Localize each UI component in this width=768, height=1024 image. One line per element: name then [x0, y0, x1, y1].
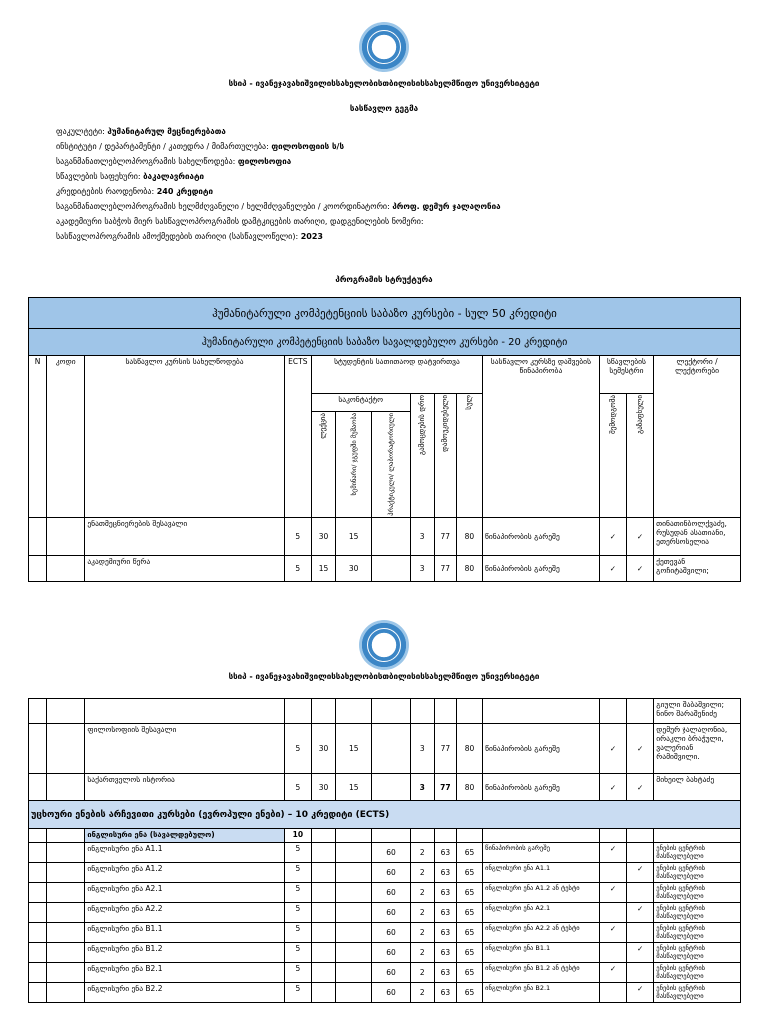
table-row: საქართველოს ისტორია 5 30 15 3 77 80 წინაპირობის გარეშე ✓ ✓ მიხეილ ბახტაძე	[29, 774, 741, 801]
header-prereq: სასწავლო კურსზე დაშვების წინაპირობა	[483, 356, 600, 518]
meta-line: ინსტიტუტი / დეპარტამენტი / კათედრა / მიმართულება: ფილოსოფიის ს/ს	[56, 142, 345, 151]
structure-title: პროგრამის სტრუქტურა	[335, 275, 433, 284]
table-row: ენათმეცნიერების შესავალი 5 30 15 3 77 80 წინაპირობის გარეშე ✓ ✓ თინათინბოლქვაძე, რუსუდან ასათიანი, ეთერსოსელია	[29, 517, 741, 555]
header-workload: სტუდენტის სათითაოდ დატვირთვა	[311, 356, 482, 394]
meta-line: საგანმანათლებლოპროგრამის ხელმძღვანელი / ხელმძღვანელები / კოორდინატორი: პროფ. დემურ ჯალაღონია	[56, 202, 501, 211]
university-logo-page2	[359, 620, 409, 670]
header-seminar: სემინარი/ ჯგუფში მუშაობა	[349, 413, 358, 496]
band-humanities-mandatory: ჰუმანიტარული კომპეტენციის საბაზო სავალდებულო კურსები - 20 კრედიტი	[29, 329, 741, 356]
table-row: აკადემიური წერა 5 15 30 3 77 80 წინაპირობის გარეშე ✓ ✓ ქეთევან გოჩიტაშვილი;	[29, 555, 741, 581]
header-lecture: ლექცია	[319, 413, 328, 439]
table-row: ინგლისური ენა A2.2 5 60 2 63 65 ინგლისური ენა A2.1 ✓ ენების ცენტრის მასწავლებელი	[29, 903, 741, 923]
table-row: ინგლისური ენა (სავალდებულო) 10	[29, 829, 741, 843]
section-foreign-languages: უცხოური ენების არჩევითი კურსები (ევროპული ენები) – 10 კრედიტი (ECTS)	[29, 801, 741, 829]
table-row: ინგლისური ენა B1.2 5 60 2 63 65 ინგლისური ენა B1.1 ✓ ენების ცენტრის მასწავლებელი	[29, 943, 741, 963]
header-n: N	[29, 356, 47, 518]
meta-line: საგანმანათლებლოპროგრამის სახელწოდება: ფილოსოფია	[56, 157, 292, 166]
header-contact: საკონტაქტო	[311, 394, 410, 412]
university-logo	[359, 22, 409, 72]
header-independent: დამოუკიდებელი	[441, 395, 450, 452]
table-row: ინგლისური ენა B2.1 5 60 2 63 65 ინგლისური ენა B1.2 ან ტესტი ✓ ენების ცენტრის მასწავლებელი	[29, 963, 741, 983]
meta-line: სწავლების საფეხური: ბაკალავრიატი	[56, 172, 205, 181]
meta-line: კრედიტების რაოდენობა: 240 კრედიტი	[56, 187, 213, 196]
header-spring: გაზაფხული	[636, 395, 645, 434]
table-row: ინგლისური ენა B2.2 5 60 2 63 65 ინგლისური ენა B2.1 ✓ ენების ცენტრის მასწავლებელი	[29, 983, 741, 1003]
header-code: კოდი	[47, 356, 85, 518]
header-semester: სწავლების სემესტრი	[599, 356, 653, 394]
table-row: ინგლისური ენა A2.1 5 60 2 63 65 ინგლისური ენა A1.2 ან ტესტი ✓ ენების ცენტრის მასწავლებელი	[29, 883, 741, 903]
header-exam: გამოცდების დრო	[418, 395, 427, 455]
meta-line: სასწავლოპროგრამის ამოქმედების თარიღი (სასწავლოწელი): 2023	[56, 232, 323, 241]
header-autumn: შემოდგომა	[608, 395, 617, 434]
table-row: ინგლისური ენა B1.1 5 60 2 63 65 ინგლისური ენა A2.2 ან ტესტი ✓ ენების ცენტრის მასწავლებელი	[29, 923, 741, 943]
table-row: გიული შაბაშვილი; ნინო შარაშენიძე	[29, 699, 741, 724]
table-row: ინგლისური ენა A1.2 5 60 2 63 65 ინგლისური ენა A1.1 ✓ ენების ცენტრის მასწავლებელი	[29, 863, 741, 883]
meta-line: ფაკულტეტი: ჰუმანიტარულ მეცნიერებათა	[56, 127, 226, 136]
band-humanities-core: ჰუმანიტარული კომპეტენციის საბაზო კურსები - სულ 50 კრედიტი	[29, 298, 741, 329]
header-practical: პრაქტიკული/ ლაბორატორიული	[386, 413, 395, 516]
document-title: სასწავლო გეგმა	[349, 104, 419, 113]
header-course: სასწავლო კურსის სახელწოდება	[85, 356, 284, 518]
university-name: სსიპ - ივანეჯავახიშვილისსახელობისთბილისისსახელმწიფო უნივერსიტეტი	[228, 79, 540, 88]
header-total: სულ	[465, 395, 474, 410]
header-lecturer: ლექტორი / ლექტორები	[654, 356, 741, 518]
curriculum-table-page1	[28, 297, 741, 582]
english-mandatory-label: ინგლისური ენა (სავალდებულო)	[85, 829, 284, 843]
header-ects: ECTS	[284, 356, 311, 518]
university-name-page2: სსიპ - ივანეჯავახიშვილისსახელობისთბილისისსახელმწიფო უნივერსიტეტი	[228, 672, 540, 681]
program-meta	[56, 124, 501, 244]
curriculum-table-page2	[28, 698, 741, 1003]
table-row: ფილოსოფიის შესავალი 5 30 15 3 77 80 წინაპირობის გარეშე ✓ ✓ დემურ ჯალაღონია, ირაკლი ბრაჭული, ვალერიან რამიშვილი.	[29, 724, 741, 774]
table-row: ინგლისური ენა A1.1 5 60 2 63 65 წინაპირობის გარეშე ✓ ენების ცენტრის მასწავლებელი	[29, 843, 741, 863]
meta-line: აკადემიური საბჭოს მიერ სასწავლოპროგრამის დამტკიცების თარიღი, დადგენილების ნომერი:	[56, 217, 424, 226]
